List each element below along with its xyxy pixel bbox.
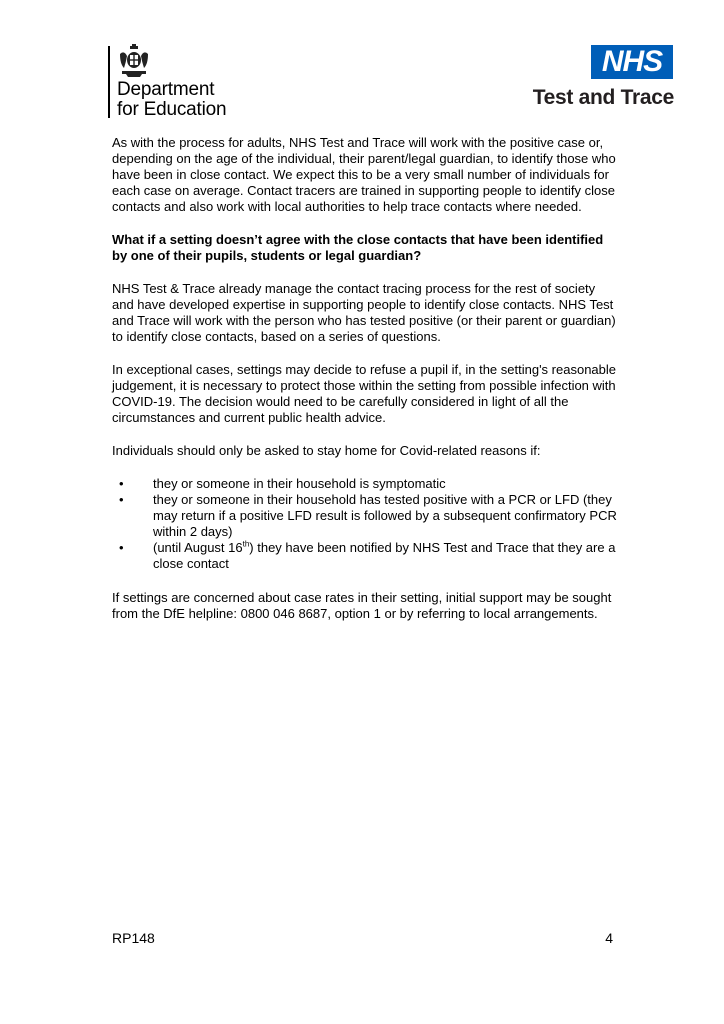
dfe-logo-line1: Department: [117, 79, 215, 100]
question-heading: What if a setting doesn’t agree with the close contacts that have been identified by one of their pupils, students or legal guardian?: [112, 232, 604, 263]
bullet-icon: •: [119, 476, 124, 491]
bullet-icon: •: [119, 540, 124, 555]
list-item-text: they or someone in their household has tested positive with a PCR or LFD (they may return if a positive LFD result is followed by a subsequent confirmatory PCR within 2 days): [153, 492, 617, 539]
bullet-icon: •: [119, 492, 124, 507]
ordinal-suffix: th: [242, 539, 250, 549]
list-item-text-post: ) they have been notified by NHS Test and Trace that they are a close contact: [153, 540, 616, 571]
nhs-logo: NHS: [591, 45, 673, 79]
paragraph-stay-home-intro: Individuals should only be asked to stay home for Covid-related reasons if:: [112, 443, 541, 458]
royal-crest-icon: [116, 44, 152, 78]
document-reference: RP148: [112, 930, 155, 946]
dfe-logo-line2: for Education: [117, 99, 227, 120]
paragraph-helpline: If settings are concerned about case rates in their setting, initial support may be sought from the DfE helpline: 0800 046 8687, option 1 or by referring to local arrangements.: [112, 590, 612, 621]
list-item: [112, 540, 617, 572]
stay-home-reasons-list: [112, 476, 617, 572]
list-item: [112, 476, 617, 492]
paragraph-contact-tracing: NHS Test & Trace already manage the contact tracing process for the rest of society and have developed expertise in supporting people to identify close contacts. NHS Test and Trace will work with the person who has tested positive (or their parent or guardian) to identify close contacts, based on a series of questions.: [112, 281, 616, 344]
nhs-logo-subtitle: Test and Trace: [532, 86, 674, 109]
page-number: 4: [605, 930, 613, 946]
dfe-logo-bar: [108, 46, 110, 118]
dfe-logo-text: [117, 80, 226, 120]
list-item-text-pre: (until August 16: [153, 540, 243, 555]
list-item: [112, 492, 617, 540]
list-item-text: they or someone in their household is symptomatic: [153, 476, 446, 491]
paragraph-exceptional-cases: In exceptional cases, settings may decide to refuse a pupil if, in the setting's reasonable judgement, it is necessary to protect those within the setting from possible infection with COVID-19. The decision would need to be carefully considered in light of all the circumstances and current public health advice.: [112, 362, 616, 425]
paragraph-intro: As with the process for adults, NHS Test and Trace will work with the positive case or, depending on the age of the individual, their parent/legal guardian, to identify those who have been in close contact. We expect this to be a very small number of individuals for each case on average. Contact tracers are trained in supporting people to identify close contacts and also work with local authorities to help trace contacts where needed.: [112, 135, 616, 214]
document-body: [112, 135, 617, 639]
